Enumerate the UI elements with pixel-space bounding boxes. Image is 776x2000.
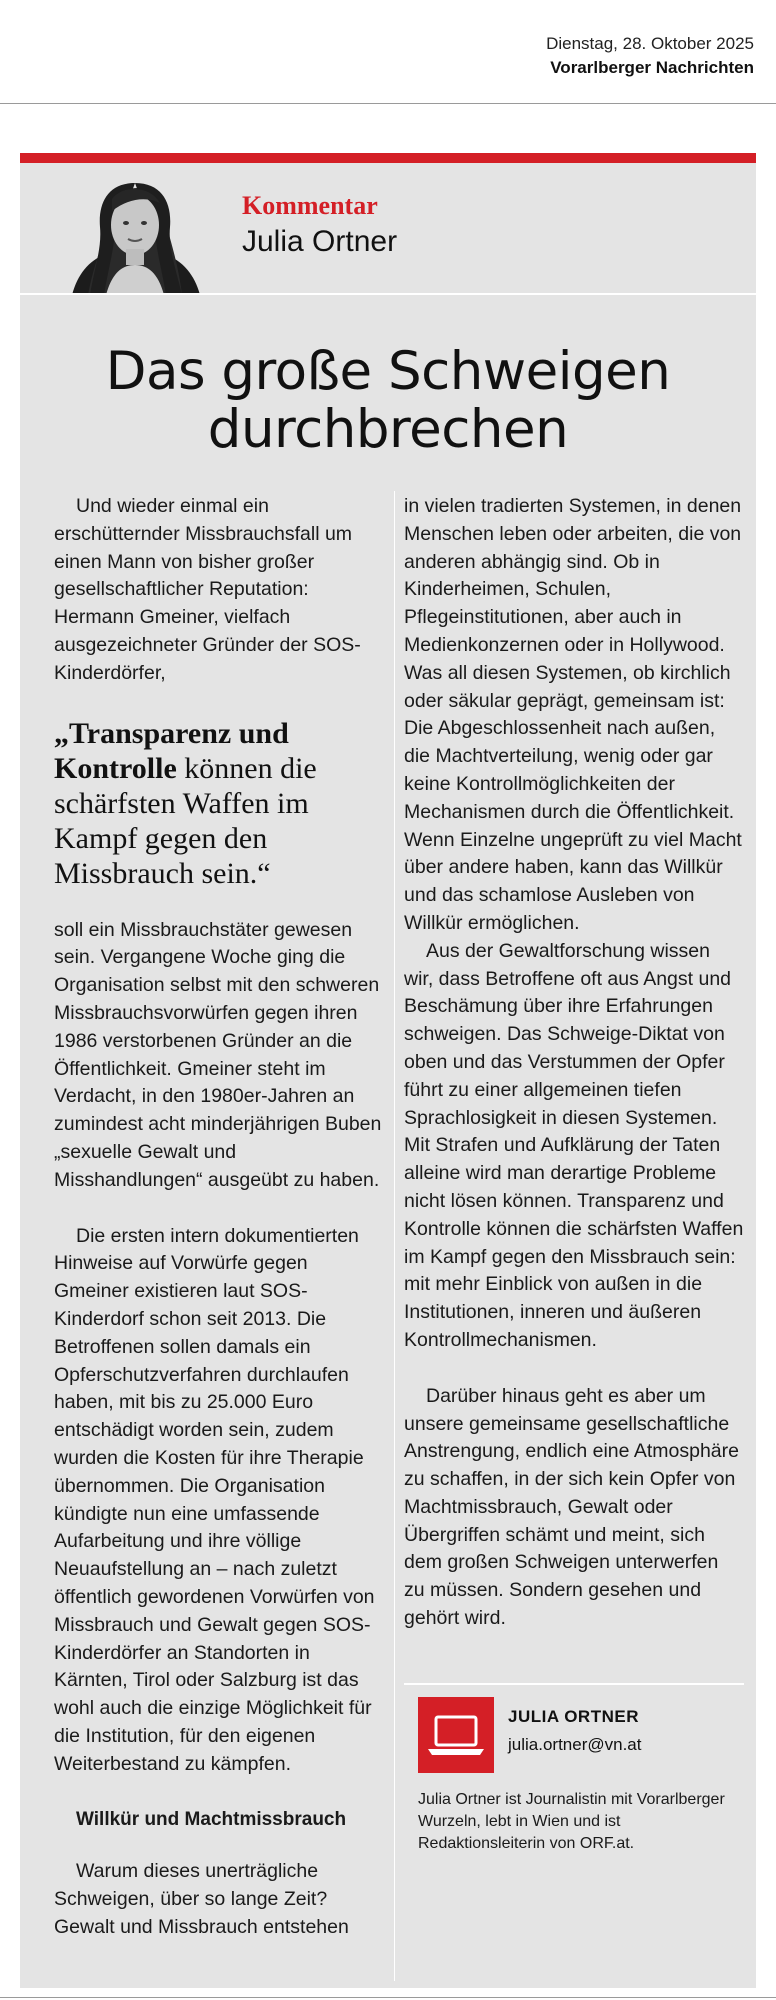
paragraph-3: Die ersten intern dokumentierten Hinweise auf Vorwürfe gegen Gmeiner existieren laut SOS-Kinderdorf schon seit 2013. Die Betroffenen sollen damals ein Opferschutzverfahren durchlaufen haben, mit bis zu 25.000 Euro entschädigt worden sein, zudem wurden die Kosten für ihre Therapie übernommen. Die Organisation kündigte nun eine umfassende Aufarbeitung und ihre völlige Neuaufstellung an – nach zuletzt öffentlich gewordenen Vorwürfen von Missbrauch und Gewalt gegen SOS-Kinderdörfer an Standorten in Kärnten, Tirol oder Salzburg ist das wohl auch die einzige Möglichkeit für die Institution, für den eigenen Weiterbestand zu kämpfen. [54,1224,375,1775]
paragraph-1: Und wieder einmal ein erschütternder Missbrauchsfall um einen Mann von bisher großer gesellschaftlicher Reputation: Hermann Gmeiner, vielfach ausgezeichneter Gründer der SOS-Kinderdörfer, [54,495,361,684]
subheading: Willkür und Machtmissbrauch [76,1809,347,1831]
commentary-card [20,153,756,1988]
masthead [0,0,776,104]
section-kicker: Kommentar [242,191,378,220]
portrait-illustration [42,169,228,295]
publication-name: Vorarlberger Nachrichten [550,58,754,77]
author-header [20,163,756,295]
headline [20,343,756,459]
author-box-name: JULIA ORTNER [508,1707,639,1726]
paragraph-4: Warum dieses unerträgliche Schweigen, über so lange Zeit? Gewalt und Missbrauch entstehen [54,1860,349,1938]
accent-bar [20,153,756,163]
pull-quote-text: können die schärfsten Waffen im Kampf gegen den Missbrauch sein.“ [54,751,317,890]
paragraph-6: Aus der Gewaltforschung wissen wir, dass Betroffene oft aus Angst und Beschämung über ihre Erfahrungen schweigen. Das Schweige-Diktat von oben und das Verstummen der Opfer führt zu einer allgemeinen tiefen Sprachlosigkeit in diesen Systemen. Mit Strafen und Aufklärung der Taten alleine wird man derartige Probleme nicht lösen können. Transparenz und Kontrolle können die schärfsten Waffen im Kampf gegen den Missbrauch sein: mit mehr Einblick von außen in die Institutionen, inneren und äußeren Kontrollmechanismen. [404,939,744,1351]
header-divider [20,293,756,295]
paragraph-5: in vielen tradierten Systemen, in denen Menschen leben oder arbeiten, die von anderen abhängig sind. Ob in Kinderheimen, Schulen, Pflegeinstitutionen, aber auch in Medienkonzernen oder in Hollywood. Was all diesen Systemen, ob kirchlich oder säkular geprägt, gemeinsam ist: Die Abgeschlossenheit nach außen, die Machtverteilung, wenig oder gar keine Kontrollmöglichkeiten der Mechanismen durch die Öffentlichkeit. Wenn Einzelne ungeprüft zu viel Macht über andere haben, kann das Willkür und das schamlose Ausleben von Willkür ermöglichen. [404,495,742,934]
author-email[interactable]: julia.ortner@vn.at [508,1735,642,1754]
pull-quote-emphasis: „Transparenz und Kontrolle [54,716,289,785]
page-bottom-rule [0,1997,776,1998]
column-divider [394,491,395,1981]
author-bio: Julia Ortner ist Journalistin mit Vorarlberger Wurzeln, lebt in Wien und ist Redaktionsleiterin von ORF.at. [418,1791,725,1852]
paragraph-7: Darüber hinaus geht es aber um unsere gemeinsame gesellschaftliche Anstrengung, endlich eine Atmosphäre zu schaffen, in der sich kein Opfer von Machtmissbrauch, Gewalt oder Übergriffen schämt und meint, sich dem großen Schweigen unterwerfen zu müssen. Sondern gesehen und gehört wird. [404,1384,739,1630]
author-info-box [404,1683,744,1983]
pull-quote [54,716,384,891]
masthead-divider [0,103,776,104]
paragraph-2: soll ein Missbrauchstäter gewesen sein. Vergangene Woche ging die Organisation selbst mit den schweren Missbrauchsvorwürfen gegen ihren 1986 verstorbenen Gründer an die Öffentlichkeit. Gmeiner steht im Verdacht, in den 1980er-Jahren an zumindest acht minderjährigen Buben „sexuelle Gewalt und Misshandlungen“ ausgeübt zu haben. [54,918,382,1191]
author-portrait [42,169,228,295]
issue-date: Dienstag, 28. Oktober 2025 [546,34,754,53]
headline-line-1: Das große Schweigen [105,341,671,402]
column-right [404,493,744,1633]
author-name: Julia Ortner [242,225,398,258]
column-left [54,493,384,1942]
author-box-divider [404,1683,744,1685]
laptop-icon [418,1697,494,1773]
headline-line-2: durchbrechen [207,399,569,460]
